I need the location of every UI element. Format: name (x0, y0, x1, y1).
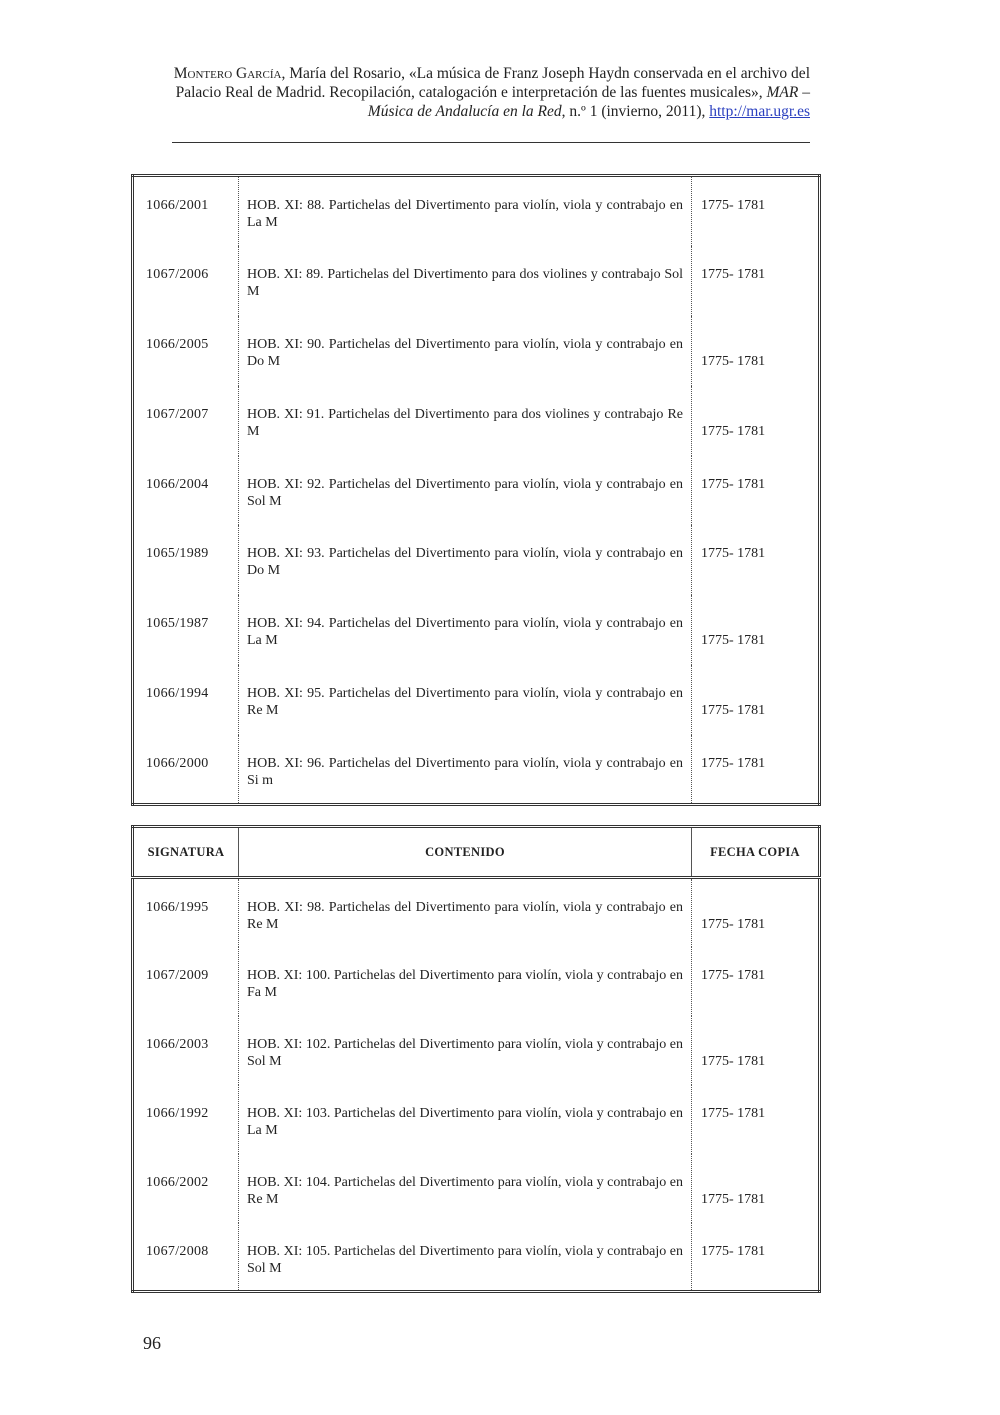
fecha-cell: 1775- 1781 (701, 1105, 766, 1121)
signatura-cell: 1066/1992 (146, 1105, 209, 1121)
table-row (133, 1154, 820, 1223)
table-row (133, 1223, 820, 1292)
contenido-cell: HOB. XI: 98. Partichelas del Divertimento para violín, viola y contrabajo en Re M (239, 878, 692, 947)
fecha-cell: 1775- 1781 (701, 198, 766, 213)
table-header-row (133, 827, 820, 878)
signatura-cell: 1066/2002 (146, 1174, 209, 1190)
fecha-cell: 1775- 1781 (701, 1243, 766, 1259)
header-contenido: CONTENIDO (239, 827, 692, 878)
fecha-cell: 1775- 1781 (701, 476, 766, 492)
table-row (133, 386, 820, 456)
citation-text: , María del Rosario, «La música de Franz Joseph Haydn conservada en el archivo del Palacio Real de Madrid. Recopilación, catalogación e interpretación de las fuentes musicales», (175, 65, 810, 101)
table-row (133, 735, 820, 805)
contenido-cell: HOB. XI: 103. Partichelas del Divertimento para violín, viola y contrabajo en La M (239, 1085, 692, 1154)
table-row (133, 595, 820, 665)
table-row (133, 878, 820, 947)
header-rule (172, 142, 810, 143)
contenido-cell: HOB. XI: 100. Partichelas del Divertimento para violín, viola y contrabajo en Fa M (239, 947, 692, 1016)
contenido-cell: HOB. XI: 94. Partichelas del Divertimento para violín, viola y contrabajo en La M (239, 595, 692, 665)
fecha-cell: 1775- 1781 (701, 702, 766, 718)
fecha-cell: 1775- 1781 (701, 755, 766, 771)
citation-issue: , n.º 1 (invierno, 2011), (561, 103, 710, 120)
table-row (133, 456, 820, 526)
header-fecha-copia: FECHA COPIA (692, 827, 820, 878)
signatura-cell: 1066/2003 (146, 1036, 209, 1052)
journal-link[interactable]: http://mar.ugr.es (709, 103, 810, 120)
table-row (133, 176, 820, 247)
signatura-cell: 1067/2006 (146, 267, 209, 283)
catalog-table-2 (131, 825, 821, 1293)
signatura-cell: 1067/2007 (146, 406, 209, 422)
contenido-cell: HOB. XI: 89. Partichelas del Divertimento para dos violines y contrabajo Sol M (239, 246, 692, 316)
fecha-cell: 1775- 1781 (701, 423, 766, 439)
fecha-cell: 1775- 1781 (701, 354, 766, 370)
header-signatura: SIGNATURA (133, 827, 239, 878)
table-row (133, 1016, 820, 1085)
page-number: 96 (143, 1333, 161, 1353)
fecha-cell: 1775- 1781 (701, 633, 766, 649)
fecha-cell: 1775- 1781 (701, 1053, 766, 1069)
signatura-cell: 1066/1995 (146, 900, 209, 915)
signatura-cell: 1065/1989 (146, 546, 209, 562)
fecha-cell: 1775- 1781 (701, 967, 766, 983)
table-row (133, 525, 820, 595)
contenido-cell: HOB. XI: 96. Partichelas del Divertimento para violín, viola y contrabajo en Si m (239, 735, 692, 805)
signatura-cell: 1067/2008 (146, 1243, 209, 1259)
table-row (133, 665, 820, 735)
signatura-cell: 1066/2005 (146, 337, 209, 353)
signatura-cell: 1066/2004 (146, 476, 209, 492)
contenido-cell: HOB. XI: 104. Partichelas del Divertimento para violín, viola y contrabajo en Re M (239, 1154, 692, 1223)
table-row (133, 947, 820, 1016)
catalog-table-1 (131, 174, 821, 806)
fecha-cell: 1775- 1781 (701, 917, 766, 932)
fecha-cell: 1775- 1781 (701, 1191, 766, 1207)
contenido-cell: HOB. XI: 95. Partichelas del Divertimento para violín, viola y contrabajo en Re M (239, 665, 692, 735)
signatura-cell: 1065/1987 (146, 616, 209, 632)
contenido-cell: HOB. XI: 90. Partichelas del Divertimento para violín, viola y contrabajo en Do M (239, 316, 692, 386)
contenido-cell: HOB. XI: 91. Partichelas del Divertimento para dos violines y contrabajo Re M (239, 386, 692, 456)
signatura-cell: 1066/1994 (146, 685, 209, 701)
author-surname: Montero García (173, 65, 282, 82)
table-row (133, 1085, 820, 1154)
signatura-cell: 1066/2001 (146, 198, 209, 213)
contenido-cell: HOB. XI: 92. Partichelas del Divertimento para violín, viola y contrabajo en Sol M (239, 456, 692, 526)
signatura-cell: 1066/2000 (146, 755, 209, 771)
journal-title: MAR – Música de Andalucía en la Red (367, 84, 810, 120)
contenido-cell: HOB. XI: 102. Partichelas del Divertimento para violín, viola y contrabajo en Sol M (239, 1016, 692, 1085)
contenido-cell: HOB. XI: 88. Partichelas del Divertimento para violín, viola y contrabajo en La M (239, 176, 692, 247)
table-row (133, 246, 820, 316)
fecha-cell: 1775- 1781 (701, 267, 766, 283)
citation-header (172, 64, 810, 121)
signatura-cell: 1067/2009 (146, 967, 209, 983)
contenido-cell: HOB. XI: 105. Partichelas del Divertimento para violín, viola y contrabajo en Sol M (239, 1223, 692, 1292)
table-row (133, 316, 820, 386)
contenido-cell: HOB. XI: 93. Partichelas del Divertimento para violín, viola y contrabajo en Do M (239, 525, 692, 595)
fecha-cell: 1775- 1781 (701, 546, 766, 562)
